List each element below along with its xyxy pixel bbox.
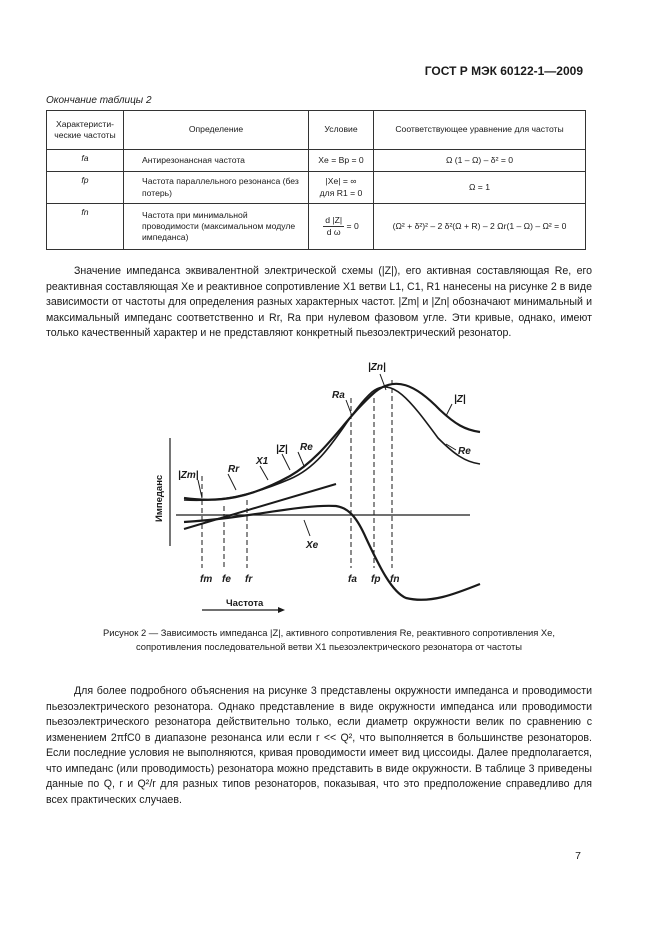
arrow-head-icon — [278, 607, 285, 613]
paragraph-circles: Для более подробного объяснения на рисунке 3 представлены окружности импеданса и проводимости пьезоэлектрического резонатора. Однако представление в виде окружности импеданса или проводимости пьезоэлектрического резонатора действительно только, если диаметр окружности велик по сравнению с изменением 2πfC0 в диапазоне резонанса или если r << Q², что выполняется в большинстве резонаторов. Если последние условия не выполняются, кривая проводимости имеет вид циссоиды. Далее предполагается, что импеданс (или проводимость) резонатора можно представить в виде окружности. В таблице 3 приведены данные по Q, r и Q²/r для разных типов резонаторов, показывая, что это предположение справедливо для всех практических случаев. — [46, 685, 592, 806]
rr-label — [228, 464, 240, 475]
svg-text:X1: X1 — [256, 456, 269, 467]
re-upper-label — [300, 442, 313, 453]
row-equation: Ω = 1 — [374, 172, 586, 204]
zm-label — [178, 470, 199, 481]
row-symbol: fp — [47, 172, 124, 204]
zn-label — [368, 362, 386, 373]
svg-text:|Z|: |Z| — [454, 394, 466, 405]
row-condition: Xe = Bp = 0 — [309, 150, 374, 172]
table-row — [47, 150, 586, 172]
table-row — [47, 204, 586, 250]
col-header-definition: Определение — [124, 111, 309, 150]
row-definition: Частота параллельного резонанса (без потерь) — [124, 172, 309, 204]
x-axis-title: Частота — [226, 598, 264, 609]
tick-fa: fa — [348, 574, 357, 585]
row-definition: Частота при минимальной проводимости (максимальном модуле импеданса) — [124, 204, 309, 250]
paragraph-intro: Значение импеданса эквивалентной электрической схемы (|Z|), его активная составляющая Rе, его реактивная составляющая Xe и реактивное сопротивление X1 ветви L1, C1, R1 нанесены на рисунке 2 в виде зависимости от частоты для определения разных характерных частот. |Zm| и |Zn| обозначают минимальный и максимальный импеданс соответственно и Rr, Rа при нулевом фазовом угле. Эти кривые, однако, имеют только качественный характер и не представляют конкретный пьезоэлектрический резонатор. — [46, 265, 592, 339]
svg-text:|Zn|: |Zn| — [368, 362, 386, 373]
frequency-table — [46, 110, 586, 250]
ra-label — [332, 390, 345, 401]
leader-lines — [198, 374, 456, 536]
curve-xe — [184, 506, 480, 600]
table-caption: Окончание таблицы 2 — [46, 95, 152, 106]
svg-text:Rr: Rr — [228, 464, 240, 475]
freq-tick-labels — [200, 574, 399, 585]
row-symbol: fn — [47, 204, 124, 250]
xe-label — [305, 540, 319, 551]
page-number: 7 — [575, 850, 581, 862]
table-row — [47, 172, 586, 204]
svg-text:|Z|: |Z| — [276, 444, 288, 455]
col-header-equation: Соответствующее уравнение для частоты — [374, 111, 586, 150]
tick-fp: fp — [371, 574, 381, 585]
tick-fr: fr — [245, 574, 253, 585]
col-header-condition: Условие — [309, 111, 374, 150]
curve-z — [184, 384, 480, 500]
col-header-frequency: Характеристи- ческие частоты — [47, 111, 124, 150]
z-mid-label — [276, 444, 288, 455]
x1-label — [255, 456, 269, 467]
row-definition: Антирезонансная частота — [124, 150, 309, 172]
tick-fm: fm — [200, 574, 213, 585]
svg-text:Rа: Rа — [332, 390, 345, 401]
table-header-row — [47, 111, 586, 150]
re-lower-label — [458, 446, 471, 457]
row-equation: (Ω² + δ²)² – 2 δ²(Ω + R) – 2 Ωr(1 – Ω) – Ω² = 0 — [374, 204, 586, 250]
svg-text:Xe: Xe — [306, 540, 319, 551]
tick-fe: fe — [222, 574, 231, 585]
curve-re — [184, 387, 480, 500]
impedance-figure — [140, 358, 500, 620]
row-condition: $\frac{d |Z|}{\text{d ω}}$ = 0 — [309, 204, 374, 250]
tick-fn: fn — [390, 574, 400, 585]
z-label — [454, 394, 466, 405]
row-symbol: fа — [47, 150, 124, 172]
svg-text:Rе: Rе — [300, 442, 313, 453]
svg-text:Rе: Rе — [458, 446, 471, 457]
svg-text:|Zm|: |Zm| — [178, 470, 199, 481]
document-header: ГОСТ Р МЭК 60122-1—2009 — [424, 64, 583, 78]
figure-caption: Рисунок 2 — Зависимость импеданса |Z|, активного сопротивления Rе, реактивного сопротивления Xe, сопротивления последовательной ветви X1 пьезоэлектрического резонатора от частоты — [102, 627, 555, 652]
row-condition: |Xe| = ∞ для R1 = 0 — [309, 172, 374, 204]
y-axis-title: Импеданс — [154, 474, 165, 522]
row-equation: Ω (1 – Ω) – δ² = 0 — [374, 150, 586, 172]
